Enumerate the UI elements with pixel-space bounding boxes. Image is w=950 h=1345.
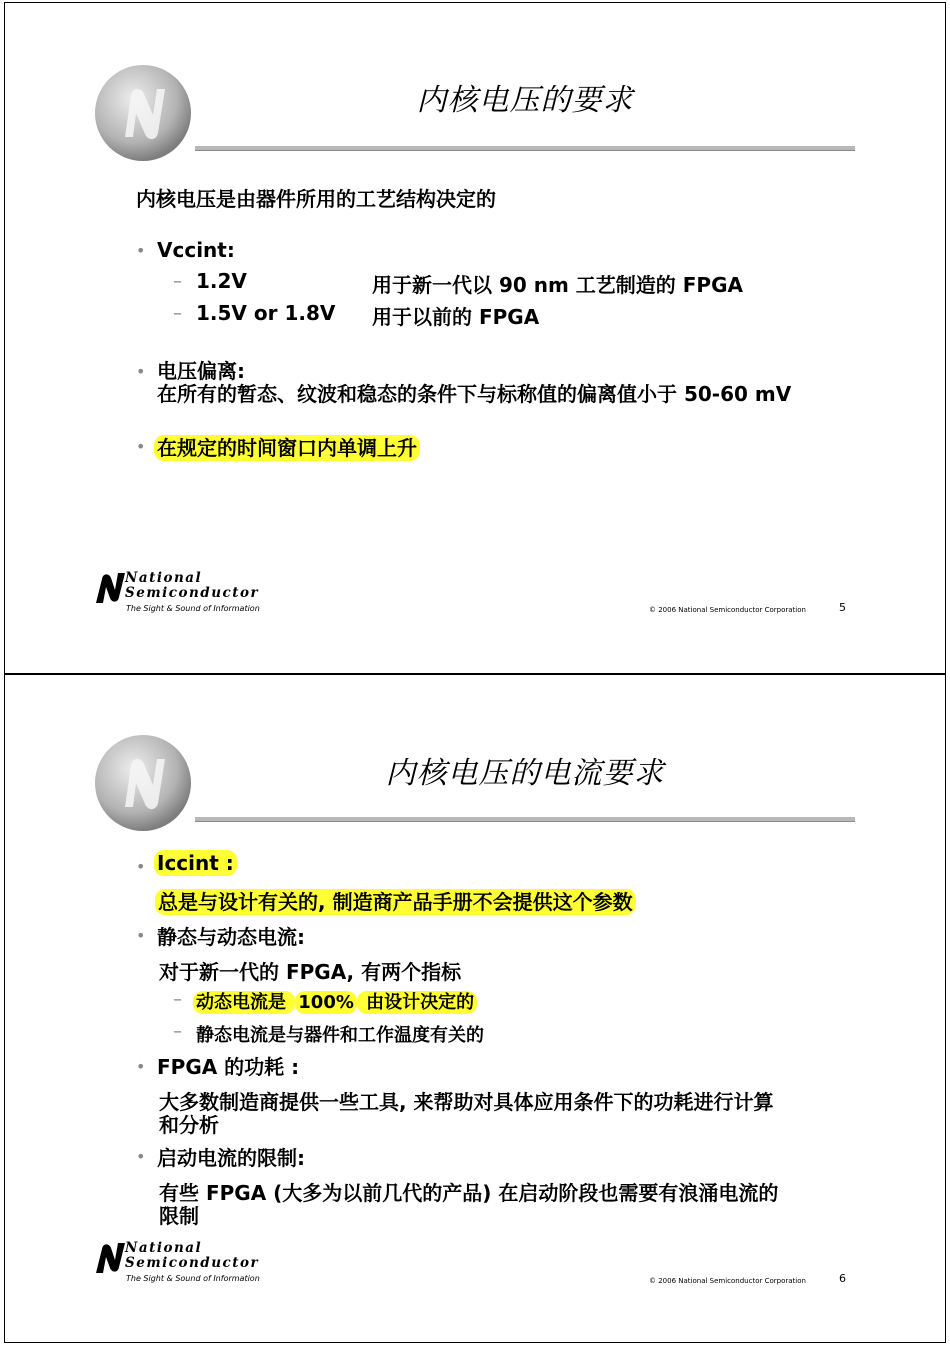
current-intro: 对于新一代的 FPGA, 有两个指标 bbox=[159, 960, 462, 984]
bullet-dot-icon: • bbox=[136, 857, 146, 876]
highlight bbox=[155, 889, 636, 915]
iccint-text-pre: 总是与设计有关的, bbox=[158, 890, 326, 914]
vccint-voltage-1: 1.2V bbox=[196, 269, 247, 293]
highlight: 在规定的时间窗口内单调上升 bbox=[154, 435, 420, 461]
brand-name-line2: Semiconductor bbox=[125, 585, 260, 601]
brand-tagline: The Sight & Sound of Information bbox=[126, 604, 260, 613]
iccint-text-post: 制造商产品手册不会提供这个参数 bbox=[325, 890, 633, 914]
bullet-dot-icon: • bbox=[136, 1057, 146, 1076]
national-logo-disc-icon bbox=[93, 733, 193, 833]
copyright: © 2006 National Semiconductor Corporation bbox=[649, 1277, 806, 1285]
dash-icon: – bbox=[173, 271, 182, 292]
bullet-dot-icon: • bbox=[136, 1147, 146, 1166]
vccint-voltage-2: 1.5V or 1.8V bbox=[196, 301, 336, 325]
highlight: 由设计决定的 bbox=[357, 991, 477, 1014]
intro-text: 内核电压是由器件所用的工艺结构决定的 bbox=[136, 187, 496, 211]
copyright: © 2006 National Semiconductor Corporation bbox=[649, 606, 806, 614]
slide-title: 内核电压的要求 bbox=[416, 83, 634, 118]
power-line1: 大多数制造商提供一些工具, 来帮助对具体应用条件下的功耗进行计算 bbox=[159, 1090, 774, 1114]
iccint-label bbox=[154, 851, 237, 875]
brand-tagline: The Sight & Sound of Information bbox=[126, 1274, 260, 1283]
dash-icon: – bbox=[173, 1021, 182, 1042]
power-line2: 和分析 bbox=[159, 1113, 219, 1137]
highlight: 动态电流是 bbox=[193, 991, 295, 1014]
current-label: 静态与动态电流: bbox=[157, 925, 305, 949]
vccint-desc-2: 用于以前的 FPGA bbox=[372, 305, 540, 329]
startup-label: 启动电流的限制: bbox=[157, 1146, 305, 1170]
slide-title: 内核电压的电流要求 bbox=[385, 756, 665, 791]
bullet-dot-icon: • bbox=[136, 926, 146, 945]
national-logo-disc-icon bbox=[93, 63, 193, 163]
vccint-label: Vccint: bbox=[157, 238, 235, 262]
dynamic-current bbox=[193, 988, 477, 1014]
iccint-text bbox=[155, 886, 636, 915]
dash-icon: – bbox=[173, 303, 182, 324]
vccint-desc-1: 用于新一代以 90 nm 工艺制造的 FPGA bbox=[372, 273, 743, 297]
slide-5 bbox=[4, 2, 946, 674]
page-number: 5 bbox=[839, 601, 846, 614]
slide-6 bbox=[4, 674, 946, 1343]
brand-name-line1: National bbox=[125, 570, 203, 586]
brand-name-line1: National bbox=[125, 1240, 203, 1256]
highlight: Iccint : bbox=[154, 850, 237, 876]
title-rule bbox=[195, 817, 855, 822]
title-rule bbox=[195, 146, 855, 151]
brand-name-line2: Semiconductor bbox=[125, 1255, 260, 1271]
deviation-text: 在所有的暂态、纹波和稳态的条件下与标称值的偏离值小于 50-60 mV bbox=[157, 382, 792, 406]
deviation-label: 电压偏离: bbox=[157, 359, 245, 383]
startup-line2: 限制 bbox=[159, 1204, 199, 1228]
bullet-dot-icon: • bbox=[136, 437, 146, 456]
startup-line1: 有些 FPGA (大多为以前几代的产品) 在启动阶段也需要有浪涌电流的 bbox=[159, 1181, 779, 1205]
national-n-logo-icon bbox=[93, 570, 127, 606]
dash-icon: – bbox=[173, 989, 182, 1010]
highlight-pct: 100% bbox=[295, 991, 357, 1014]
power-label: FPGA 的功耗 : bbox=[157, 1055, 300, 1079]
bullet-dot-icon: • bbox=[136, 241, 146, 260]
bullet-dot-icon: • bbox=[136, 362, 146, 381]
page-number: 6 bbox=[839, 1272, 846, 1285]
monotonic-text bbox=[154, 432, 420, 461]
national-n-logo-icon bbox=[93, 1240, 127, 1276]
static-current: 静态电流是与器件和工作温度有关的 bbox=[196, 1025, 484, 1046]
